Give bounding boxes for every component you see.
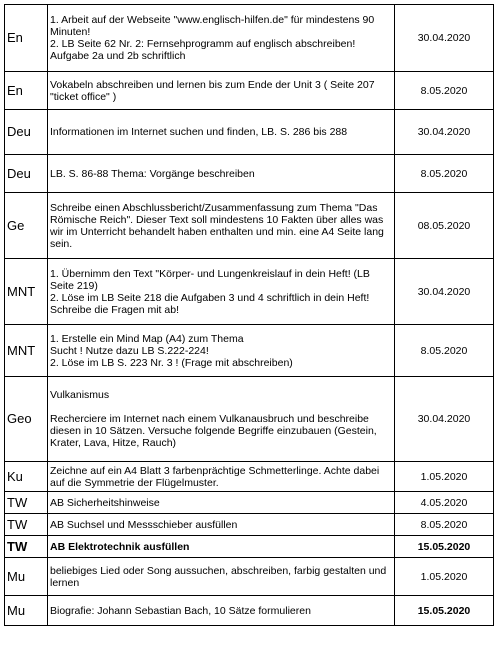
table-row — [5, 110, 494, 155]
subject-cell: Mu — [5, 558, 48, 596]
subject-cell: MNT — [5, 259, 48, 325]
table-row — [5, 492, 494, 514]
table-row — [5, 193, 494, 259]
table-row — [5, 596, 494, 626]
subject-cell: Ge — [5, 193, 48, 259]
task-cell: beliebiges Lied oder Song aussuchen, abschreiben, farbig gestalten und lernen — [48, 558, 395, 596]
due-date-cell: 30.04.2020 — [395, 5, 494, 72]
task-cell: LB. S. 86-88 Thema: Vorgänge beschreiben — [48, 155, 395, 193]
due-date-cell: 8.05.2020 — [395, 155, 494, 193]
subject-cell: En — [5, 5, 48, 72]
due-date-cell: 30.04.2020 — [395, 259, 494, 325]
subject-cell: TW — [5, 536, 48, 558]
due-date-cell: 8.05.2020 — [395, 514, 494, 536]
subject-cell: MNT — [5, 325, 48, 377]
subject-cell: TW — [5, 514, 48, 536]
subject-cell: Deu — [5, 110, 48, 155]
task-cell: Vokabeln abschreiben und lernen bis zum Ende der Unit 3 ( Seite 207 "ticket office" ) — [48, 72, 395, 110]
table-row — [5, 155, 494, 193]
table-row — [5, 259, 494, 325]
due-date-cell: 1.05.2020 — [395, 558, 494, 596]
task-cell: 1. Erstelle ein Mind Map (A4) zum Thema Sucht ! Nutze dazu LB S.222-224! 2. Löse im LB S. 223 Nr. 3 ! (Frage mit abschreiben) — [48, 325, 395, 377]
task-cell: Biografie: Johann Sebastian Bach, 10 Sätze formulieren — [48, 596, 395, 626]
task-cell: AB Elektrotechnik ausfüllen — [48, 536, 395, 558]
table-row — [5, 514, 494, 536]
task-cell: AB Suchsel und Messschieber ausfüllen — [48, 514, 395, 536]
table-row — [5, 5, 494, 72]
task-cell: Zeichne auf ein A4 Blatt 3 farbenprächtige Schmetterlinge. Achte dabei auf die Symmetrie der Flügelmuster. — [48, 462, 395, 492]
table-row — [5, 536, 494, 558]
due-date-cell: 30.04.2020 — [395, 110, 494, 155]
task-cell: Schreibe einen Abschlussbericht/Zusammenfassung zum Thema "Das Römische Reich". Dieser Text soll mindestens 10 Fakten über alles was wir im Unterricht behandelt haben enthalten und min. eine A4 Seite lang sein. — [48, 193, 395, 259]
table-row — [5, 325, 494, 377]
subject-cell: Geo — [5, 377, 48, 462]
table-row — [5, 377, 494, 462]
task-cell: 1. Übernimm den Text "Körper- und Lungenkreislauf in dein Heft! (LB Seite 219) 2. Löse im LB Seite 218 die Aufgaben 3 und 4 schriftlich in dein Heft! Schreibe die Fragen mit ab! — [48, 259, 395, 325]
task-cell: Vulkanismus Recherciere im Internet nach einem Vulkanausbruch und beschreibe diesen in 10 Sätzen. Versuche folgende Begriffe einzubauen (Gestein, Krater, Lava, Hitze, Rauch) — [48, 377, 395, 462]
task-cell: 1. Arbeit auf der Webseite "www.englisch-hilfen.de" für mindestens 90 Minuten! 2. LB Seite 62 Nr. 2: Fernsehprogramm auf englisch abschreiben! Aufgabe 2a und 2b schriftlich — [48, 5, 395, 72]
assignment-table — [4, 4, 494, 626]
due-date-cell: 15.05.2020 — [395, 596, 494, 626]
subject-cell: Deu — [5, 155, 48, 193]
table-row — [5, 558, 494, 596]
due-date-cell: 30.04.2020 — [395, 377, 494, 462]
due-date-cell: 8.05.2020 — [395, 72, 494, 110]
subject-cell: Ku — [5, 462, 48, 492]
due-date-cell: 8.05.2020 — [395, 325, 494, 377]
task-cell: Informationen im Internet suchen und finden, LB. S. 286 bis 288 — [48, 110, 395, 155]
due-date-cell: 4.05.2020 — [395, 492, 494, 514]
task-cell: AB Sicherheitshinweise — [48, 492, 395, 514]
due-date-cell: 08.05.2020 — [395, 193, 494, 259]
table-row — [5, 462, 494, 492]
subject-cell: En — [5, 72, 48, 110]
due-date-cell: 15.05.2020 — [395, 536, 494, 558]
due-date-cell: 1.05.2020 — [395, 462, 494, 492]
table-row — [5, 72, 494, 110]
subject-cell: TW — [5, 492, 48, 514]
subject-cell: Mu — [5, 596, 48, 626]
